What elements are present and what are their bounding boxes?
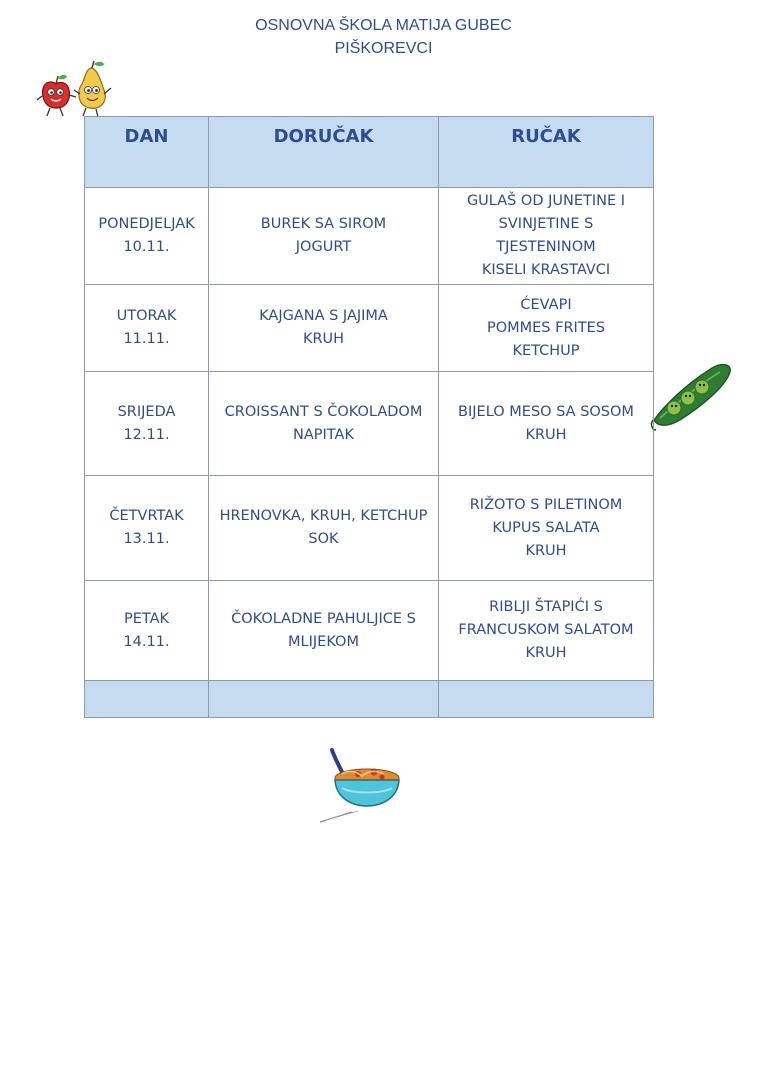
footer-cell — [85, 681, 209, 718]
day-date: 13.11. — [123, 531, 170, 547]
lunch-item: BIJELO MESO SA SOSOM — [458, 403, 634, 420]
pea-pod-icon — [650, 358, 735, 438]
table-row — [85, 188, 654, 285]
day-date: 12.11. — [123, 426, 170, 443]
day-cell — [85, 581, 209, 681]
lunch-item: GULAŠ OD JUNETINE I — [466, 193, 626, 209]
day-name: PONEDJELJAK — [98, 216, 195, 232]
day-date: 10.11. — [123, 239, 170, 255]
breakfast-item: BUREK SA SIROM — [260, 216, 387, 232]
page-header — [0, 14, 767, 60]
table-row — [85, 476, 654, 581]
breakfast-cell — [209, 581, 439, 681]
day-name: ČETVRTAK — [109, 508, 184, 524]
lunch-item: RIBLJI ŠTAPIĆI S — [489, 599, 603, 615]
day-date: 11.11. — [123, 331, 170, 347]
lunch-item: FRANCUSKOM SALATOM — [458, 622, 634, 638]
breakfast-item: CROISSANT S ČOKOLADOM — [224, 403, 423, 420]
lunch-item: TJESTENINOM — [496, 239, 596, 255]
breakfast-item: KRUH — [302, 331, 345, 347]
breakfast-item: KAJGANA S JAJIMA — [259, 308, 388, 324]
column-header-breakfast: DORUČAK — [209, 117, 439, 188]
lunch-item: KETCHUP — [512, 342, 580, 359]
table-header-row — [85, 117, 654, 188]
day-name: PETAK — [123, 610, 170, 627]
breakfast-cell — [209, 476, 439, 581]
school-name: OSNOVNA ŠKOLA MATIJA GUBEC — [255, 17, 512, 34]
breakfast-cell — [209, 188, 439, 285]
breakfast-cell — [209, 285, 439, 372]
lunch-item: SVINJETINE S — [498, 216, 594, 232]
lunch-item: KRUH — [525, 426, 567, 443]
lunch-cell — [439, 476, 654, 581]
school-town: PIŠKOREVCI — [334, 40, 433, 57]
breakfast-item: HRENOVKA, KRUH, KETCHUP — [219, 508, 428, 524]
footer-cell — [439, 681, 654, 718]
footer-cell — [209, 681, 439, 718]
lunch-item: KUPUS SALATA — [492, 519, 600, 536]
lunch-cell — [439, 188, 654, 285]
breakfast-item: SOK — [308, 531, 339, 547]
column-header-day: DAN — [85, 117, 209, 188]
column-header-lunch: RUČAK — [439, 117, 654, 188]
table-row — [85, 285, 654, 372]
day-date: 14.11. — [123, 633, 170, 650]
table-row — [85, 372, 654, 476]
lunch-cell — [439, 581, 654, 681]
fruit-characters-icon — [36, 60, 116, 120]
menu-table — [84, 116, 654, 718]
breakfast-cell — [209, 372, 439, 476]
pasta-bowl-icon — [312, 742, 412, 824]
day-cell — [85, 188, 209, 285]
day-name: SRIJEDA — [117, 403, 176, 420]
breakfast-item: MLIJEKOM — [288, 633, 359, 650]
lunch-item: KRUH — [525, 645, 567, 661]
breakfast-item: JOGURT — [295, 239, 352, 255]
table-footer-row — [85, 681, 654, 718]
lunch-item: RIŽOTO S PILETINOM — [469, 496, 623, 513]
lunch-item: ĆEVAPI — [520, 296, 572, 313]
breakfast-item: NAPITAK — [293, 426, 354, 443]
lunch-cell — [439, 285, 654, 372]
lunch-cell — [439, 372, 654, 476]
day-cell — [85, 476, 209, 581]
day-cell — [85, 285, 209, 372]
lunch-item: KRUH — [525, 542, 567, 559]
table-row — [85, 581, 654, 681]
breakfast-item: ČOKOLADNE PAHULJICE S — [231, 610, 416, 627]
lunch-item: KISELI KRASTAVCI — [481, 262, 611, 278]
lunch-item: POMMES FRITES — [486, 319, 606, 336]
day-cell — [85, 372, 209, 476]
day-name: UTORAK — [116, 308, 177, 324]
